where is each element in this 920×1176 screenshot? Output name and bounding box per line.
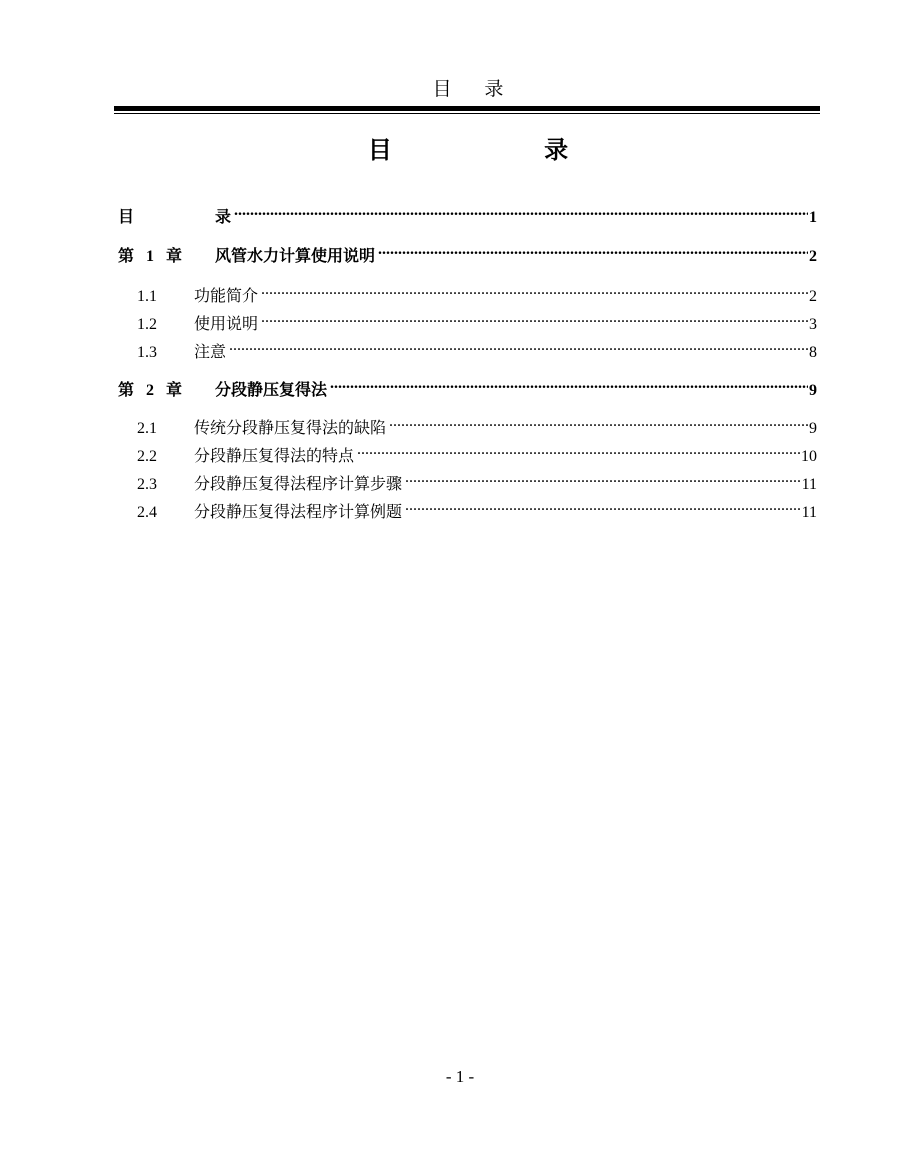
toc-entry[interactable]	[137, 335, 817, 361]
toc-entry-text: 传统分段静压复得法的缺陷	[194, 420, 387, 437]
toc-entry-page: 2	[809, 248, 817, 265]
toc-entry-number: 2.1	[137, 420, 157, 437]
toc-leader-dots	[232, 200, 808, 222]
toc-entry[interactable]	[137, 495, 817, 521]
toc-entry[interactable]	[118, 373, 817, 399]
toc-entry-text: 注意	[194, 344, 227, 361]
toc-entry-page: 8	[809, 344, 817, 361]
toc-entry-text: 分段静压复得法程序计算例题	[194, 504, 403, 521]
toc-leader-dots	[355, 439, 800, 461]
toc-leader-dots	[403, 495, 801, 517]
toc-entry-text: 风管水力计算使用说明	[215, 248, 376, 265]
page-number: - 1 -	[445, 1067, 475, 1086]
toc-entry[interactable]	[137, 307, 817, 333]
toc-entry-text: 录	[215, 209, 232, 226]
toc-entry-text: 功能简介	[194, 288, 259, 305]
toc-entry[interactable]	[137, 279, 817, 305]
toc-title: 目 录	[367, 136, 641, 164]
toc-leader-dots	[259, 307, 808, 329]
header-rule-thick	[114, 106, 820, 111]
toc-entry-text: 使用说明	[194, 316, 259, 333]
toc-entry-page: 11	[801, 504, 817, 521]
toc-entry[interactable]	[137, 439, 817, 465]
toc-entry-number: 1.1	[137, 288, 157, 305]
toc-entry-number: 1.3	[137, 344, 157, 361]
toc-leader-dots	[227, 335, 808, 357]
toc-leader-dots	[328, 373, 808, 395]
toc-entry[interactable]	[137, 411, 817, 437]
toc-entry[interactable]	[118, 239, 817, 265]
toc-entry-page: 2	[809, 288, 817, 305]
toc-entry-page: 1	[809, 209, 817, 226]
toc-entry-text: 分段静压复得法的特点	[194, 448, 355, 465]
toc-entry-page: 9	[809, 382, 817, 399]
toc-entry-number: 2.4	[137, 504, 157, 521]
toc-entry[interactable]	[118, 200, 817, 226]
toc-entry-number: 第 2 章	[118, 382, 187, 399]
toc-entry-number: 2.3	[137, 476, 157, 493]
toc-entry-number: 1.2	[137, 316, 157, 333]
header-rule-thin	[114, 113, 820, 114]
toc-entry-page: 10	[801, 448, 817, 465]
toc-leader-dots	[387, 411, 808, 433]
toc-entry-text: 分段静压复得法	[215, 382, 328, 399]
toc-leader-dots	[259, 279, 808, 301]
toc-entry-page: 9	[809, 420, 817, 437]
running-header: 目 录	[432, 79, 518, 100]
toc-leader-dots	[403, 467, 801, 489]
toc-entry[interactable]	[137, 467, 817, 493]
toc-entry-number: 目	[118, 209, 135, 226]
toc-entry-number: 第 1 章	[118, 248, 187, 265]
toc-entry-page: 3	[809, 316, 817, 333]
toc-leader-dots	[376, 239, 808, 261]
toc-entry-text: 分段静压复得法程序计算步骤	[194, 476, 403, 493]
toc-entry-page: 11	[801, 476, 817, 493]
toc-entry-number: 2.2	[137, 448, 157, 465]
